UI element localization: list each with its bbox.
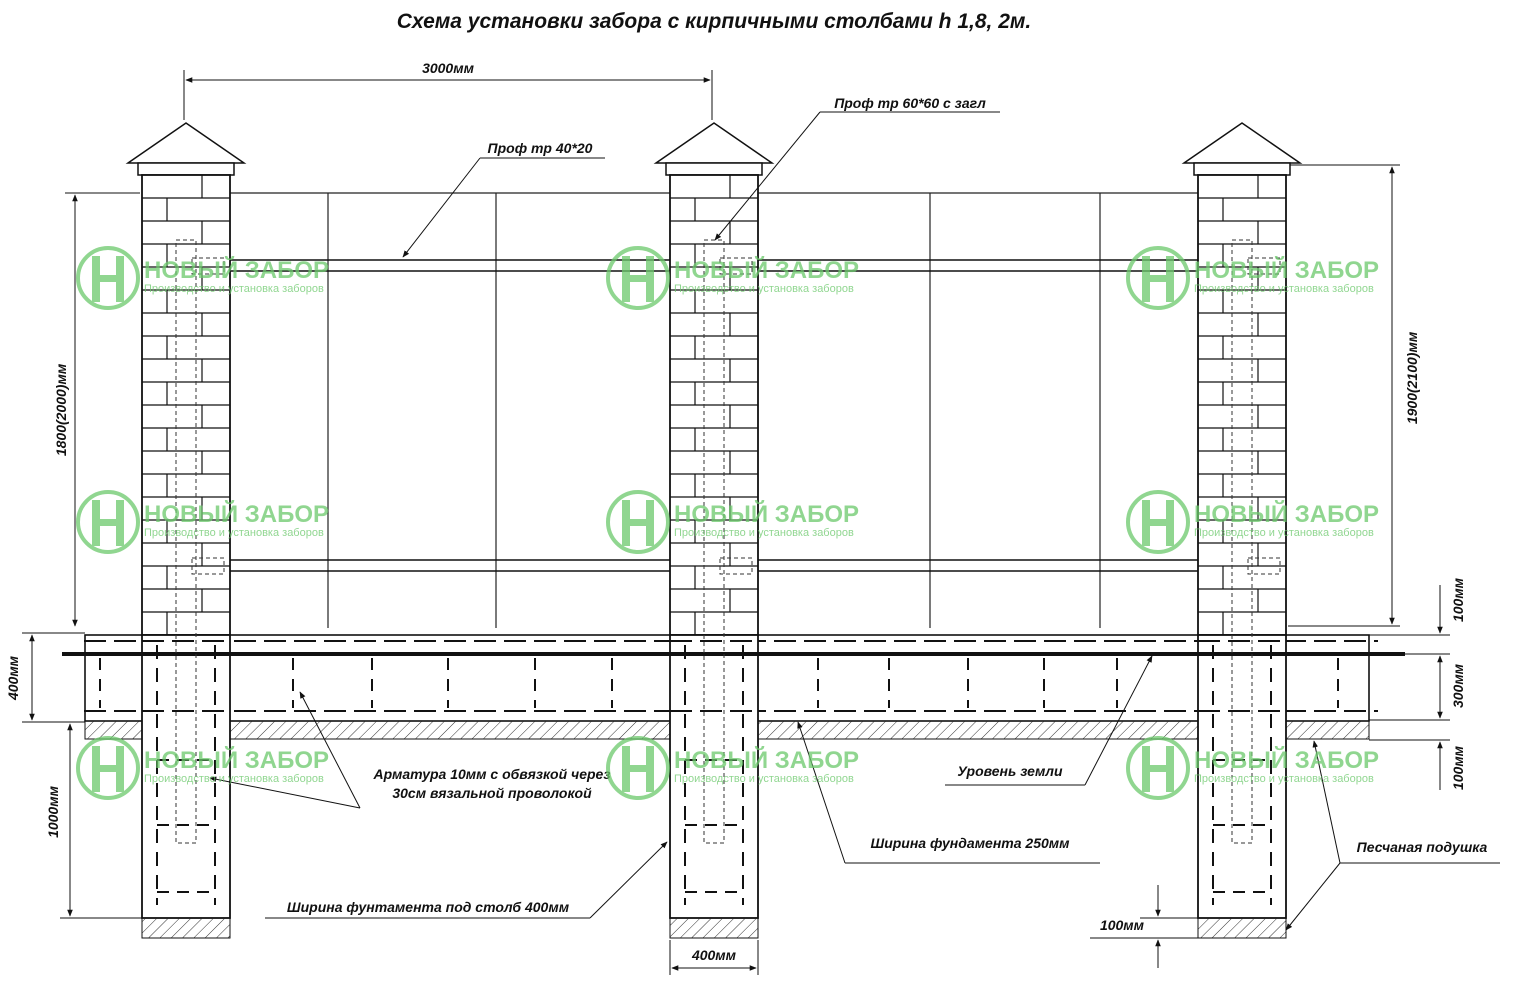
watermark-tagline: Производство и установка заборов	[144, 527, 324, 539]
post-sand-cushion	[670, 918, 758, 938]
sand-cushion-label: Песчаная подушка	[1356, 839, 1488, 855]
diagram-title: Схема установки забора с кирпичными столбами h 1,8, 2м.	[396, 10, 1032, 33]
post-sand-cushion	[142, 918, 230, 938]
prof-40-label: Проф тр 40*20	[487, 140, 593, 156]
watermark-name: НОВЫЙ ЗАБОР	[1194, 257, 1380, 284]
watermark-tagline: Производство и установка заборов	[674, 527, 854, 539]
height-1800-label: 1800(2000)мм	[53, 363, 69, 457]
right-300-label: 300мм	[1450, 663, 1466, 709]
bottom-400-label: 400мм	[691, 947, 737, 963]
height-1900-label: 1900(2100)мм	[1404, 331, 1420, 425]
bottom-100-label: 100мм	[1099, 917, 1145, 933]
post-cap	[1184, 123, 1300, 163]
span-3000-label: 3000мм	[422, 60, 474, 76]
watermark-tagline: Производство и установка заборов	[144, 773, 324, 785]
watermark-name: НОВЫЙ ЗАБОР	[1194, 747, 1380, 774]
watermark-tagline: Производство и установка заборов	[1194, 773, 1374, 785]
right-100-top-label: 100мм	[1450, 577, 1466, 623]
depth-1000-label: 1000мм	[45, 786, 61, 838]
post-foundation-width-label: Ширина фунтамента под столб 400мм	[286, 899, 570, 915]
prof-60-label: Проф тр 60*60 с загл	[834, 95, 986, 111]
watermark-tagline: Производство и установка заборов	[674, 773, 854, 785]
watermark-name: НОВЫЙ ЗАБОР	[1194, 501, 1380, 528]
post-cap	[128, 123, 244, 163]
watermark-tagline: Производство и установка заборов	[1194, 527, 1374, 539]
watermark-tagline: Производство и установка заборов	[1194, 283, 1374, 295]
watermark-tagline: Производство и установка заборов	[674, 283, 854, 295]
watermark-name: НОВЫЙ ЗАБОР	[144, 257, 330, 284]
right-100-ground-label: 100мм	[1450, 745, 1466, 791]
watermark-tagline: Производство и установка заборов	[144, 283, 324, 295]
rebar-label-line1: Арматура 10мм с обвязкой через	[373, 766, 611, 782]
watermark-name: НОВЫЙ ЗАБОР	[674, 257, 860, 284]
foundation-width-label: Ширина фундамента 250мм	[870, 835, 1070, 851]
watermark-name: НОВЫЙ ЗАБОР	[674, 501, 860, 528]
watermark-name: НОВЫЙ ЗАБОР	[144, 747, 330, 774]
ground-level-label: Уровень земли	[957, 763, 1063, 779]
post-cap	[656, 123, 772, 163]
depth-400-label: 400мм	[5, 655, 21, 701]
rebar-label-line2: 30см вязальной проволокой	[392, 785, 592, 801]
watermark-name: НОВЫЙ ЗАБОР	[674, 747, 860, 774]
watermark-name: НОВЫЙ ЗАБОР	[144, 501, 330, 528]
post-sand-cushion	[1198, 918, 1286, 938]
